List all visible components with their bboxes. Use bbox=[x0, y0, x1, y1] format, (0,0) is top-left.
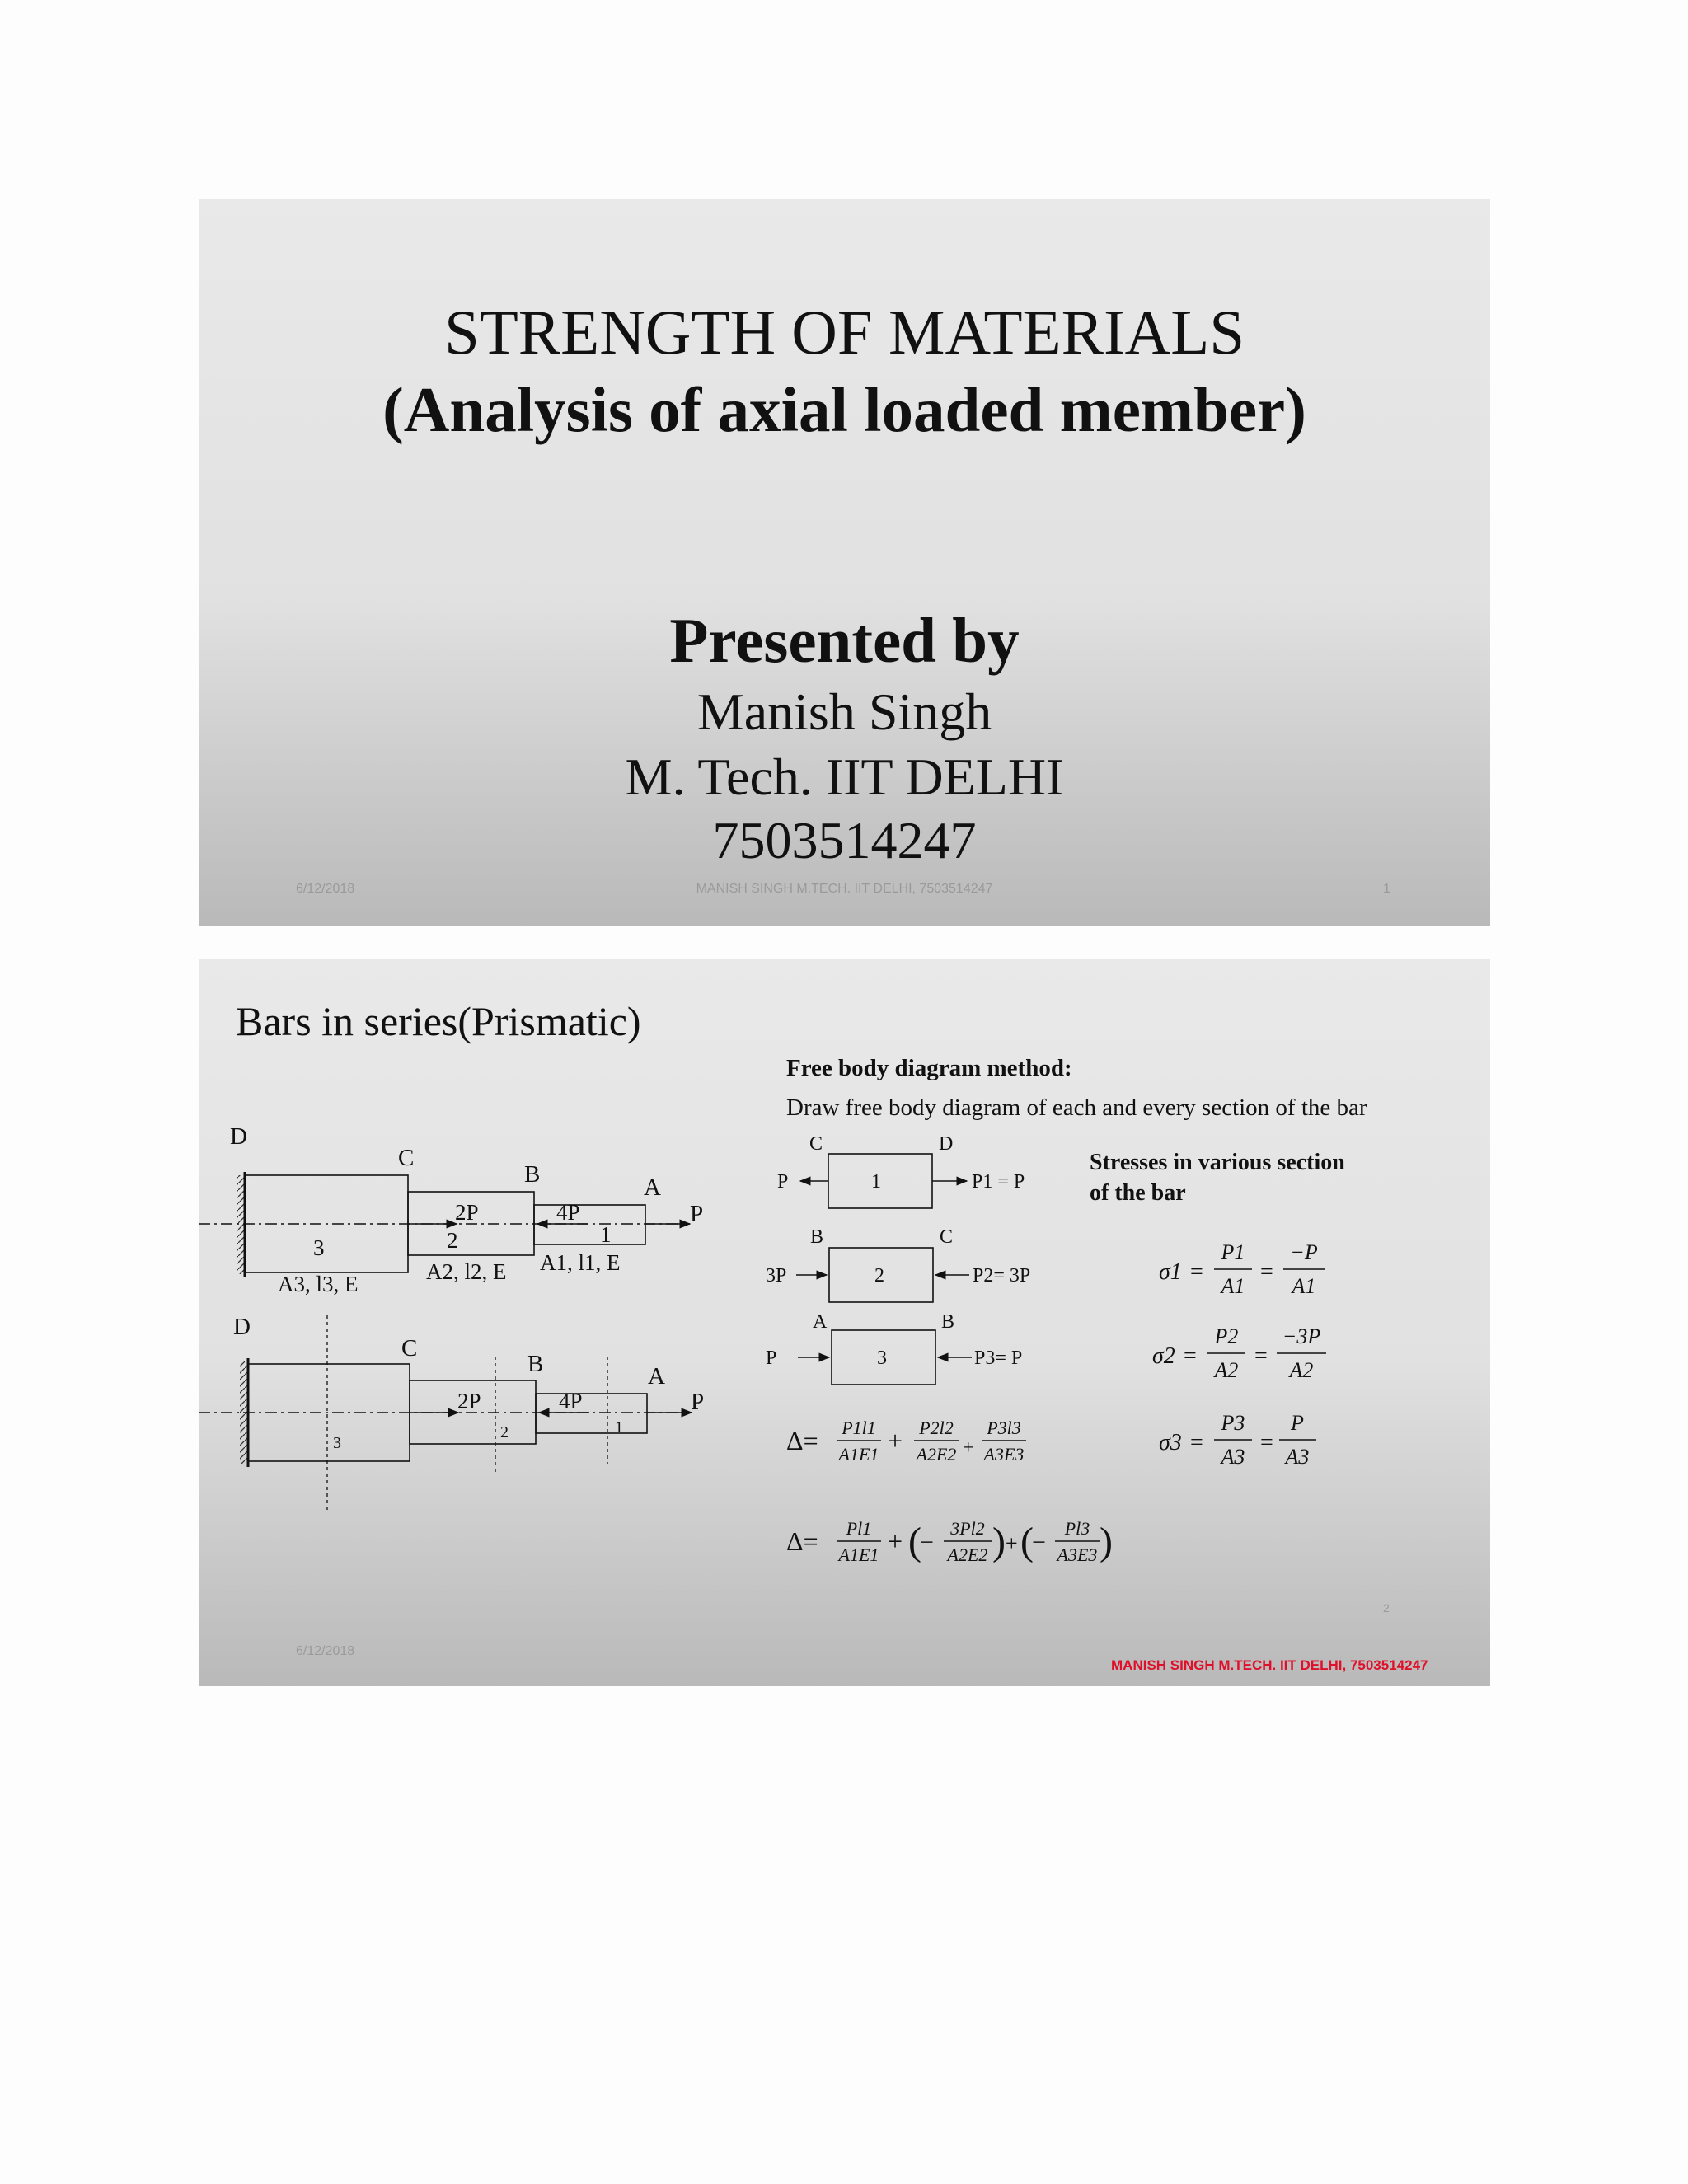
minus-sign: − bbox=[920, 1529, 934, 1556]
term-numerator: Pl1 bbox=[846, 1518, 872, 1539]
slide-page-number: 2 bbox=[1383, 1601, 1390, 1615]
fraction-denominator: A2 bbox=[1289, 1358, 1314, 1382]
segment-2-label: 2 bbox=[500, 1423, 509, 1441]
term-numerator: P1l1 bbox=[842, 1418, 876, 1438]
segment-2-label: 2 bbox=[447, 1228, 458, 1253]
slide-footer-date: 6/12/2018 bbox=[296, 882, 355, 896]
equals-sign: = bbox=[1260, 1259, 1273, 1285]
bar-section-1 bbox=[536, 1394, 647, 1433]
fbd-right-point: B bbox=[941, 1311, 955, 1333]
term-numerator: P3l3 bbox=[987, 1418, 1021, 1438]
delta-lhs: Δ= bbox=[786, 1426, 818, 1455]
sigma-symbol: σ2 bbox=[1152, 1343, 1175, 1369]
fbd-left-force: P bbox=[766, 1347, 777, 1369]
fraction-numerator: P bbox=[1291, 1411, 1304, 1435]
fbd-left-point: A bbox=[813, 1311, 828, 1333]
fbd-right-force: P3= P bbox=[974, 1347, 1023, 1369]
stress-equation-1 bbox=[1159, 1240, 1325, 1298]
fbd-instruction: Draw free body diagram of each and every section of the bar bbox=[786, 1094, 1367, 1121]
delta-lhs: Δ= bbox=[786, 1526, 818, 1556]
fraction-numerator: P3 bbox=[1221, 1411, 1245, 1435]
slide-footer-author: MANISH SINGH M.TECH. IIT DELHI, 7503514247 bbox=[1111, 1657, 1428, 1673]
fraction-denominator: A3 bbox=[1285, 1445, 1310, 1469]
term-denominator: A1E1 bbox=[838, 1444, 879, 1465]
stress-heading-line1: Stresses in various section bbox=[1090, 1150, 1345, 1175]
term-denominator: A2E2 bbox=[947, 1544, 988, 1565]
equals-sign: = bbox=[1190, 1259, 1203, 1285]
fraction-denominator: A3 bbox=[1221, 1445, 1245, 1469]
fbd-right-force: P2= 3P bbox=[973, 1265, 1031, 1286]
fbd-box-label: 3 bbox=[877, 1347, 887, 1369]
term-numerator: P2l2 bbox=[919, 1418, 954, 1438]
force-4p-label: 4P bbox=[556, 1200, 580, 1225]
section-3-props: A3, l3, E bbox=[278, 1272, 359, 1296]
term-denominator: A3E3 bbox=[983, 1444, 1025, 1465]
fraction-numerator: −P bbox=[1290, 1240, 1318, 1264]
open-paren: ( bbox=[1020, 1520, 1034, 1563]
force-2p-label: 2P bbox=[455, 1200, 479, 1225]
point-c: C bbox=[401, 1335, 418, 1361]
fraction-denominator: A1 bbox=[1292, 1274, 1316, 1298]
force-2p-label: 2P bbox=[457, 1389, 481, 1413]
section-2-props: A2, l2, E bbox=[426, 1259, 507, 1284]
fraction-numerator: P1 bbox=[1221, 1240, 1245, 1264]
plus-sign: + bbox=[963, 1437, 974, 1459]
force-4p-label: 4P bbox=[559, 1389, 583, 1413]
term-numerator: 3Pl2 bbox=[950, 1518, 985, 1539]
plus-sign: + bbox=[1006, 1531, 1018, 1555]
slide-title: Bars in series(Prismatic) bbox=[236, 998, 641, 1044]
slide-footer-date: 6/12/2018 bbox=[296, 1644, 355, 1658]
fbd-box-label: 1 bbox=[871, 1171, 881, 1193]
deformation-equation-1 bbox=[786, 1418, 1026, 1465]
slide-footer-author: MANISH SINGH M.TECH. IIT DELHI, 7503514247 bbox=[696, 882, 993, 896]
bar-diagram-2 bbox=[199, 1314, 704, 1513]
bar-diagram-1 bbox=[199, 1123, 703, 1296]
bar-section-1 bbox=[534, 1205, 645, 1244]
fbd-right-force: P1 = P bbox=[972, 1171, 1025, 1193]
fbd-row-3 bbox=[766, 1311, 1022, 1385]
slide-title: STRENGTH OF MATERIALS bbox=[443, 297, 1245, 368]
point-b: B bbox=[524, 1161, 541, 1188]
equals-sign: = bbox=[1190, 1430, 1203, 1455]
fbd-right-point: D bbox=[939, 1133, 954, 1155]
sigma-symbol: σ1 bbox=[1159, 1259, 1182, 1285]
point-d: D bbox=[230, 1123, 247, 1150]
fbd-left-point: B bbox=[810, 1226, 824, 1248]
term-numerator: Pl3 bbox=[1064, 1518, 1090, 1539]
presented-by-heading: Presented by bbox=[669, 605, 1020, 676]
point-a: A bbox=[644, 1174, 661, 1201]
fbd-row-1 bbox=[777, 1133, 1025, 1208]
point-c: C bbox=[398, 1145, 415, 1171]
slide-page-number: 1 bbox=[1383, 882, 1390, 896]
slide-subtitle: (Analysis of axial loaded member) bbox=[382, 374, 1306, 445]
stress-equation-2 bbox=[1152, 1324, 1326, 1382]
term-denominator: A3E3 bbox=[1057, 1544, 1098, 1565]
fbd-right-point: C bbox=[940, 1226, 954, 1248]
segment-3-label: 3 bbox=[313, 1235, 325, 1260]
load-p-label: P bbox=[690, 1201, 704, 1227]
stress-equation-3 bbox=[1159, 1411, 1316, 1469]
fraction-numerator: P2 bbox=[1214, 1324, 1239, 1348]
fbd-left-point: C bbox=[809, 1133, 823, 1155]
point-a: A bbox=[648, 1363, 665, 1390]
fbd-heading: Free body diagram method: bbox=[786, 1055, 1072, 1081]
fraction-numerator: −3P bbox=[1282, 1324, 1321, 1348]
close-paren: ) bbox=[992, 1520, 1006, 1563]
plus-sign: + bbox=[888, 1526, 903, 1556]
fraction-denominator: A1 bbox=[1221, 1274, 1245, 1298]
slide-diagrams bbox=[199, 959, 1490, 1686]
open-paren: ( bbox=[908, 1520, 921, 1563]
term-denominator: A1E1 bbox=[838, 1544, 879, 1565]
plus-sign: + bbox=[888, 1426, 903, 1455]
fraction-denominator: A2 bbox=[1214, 1358, 1239, 1382]
presenter-phone: 7503514247 bbox=[712, 811, 977, 869]
bars-in-series-slide bbox=[199, 959, 1490, 1686]
title-slide bbox=[199, 199, 1490, 926]
close-paren: ) bbox=[1100, 1520, 1113, 1563]
sigma-symbol: σ3 bbox=[1159, 1430, 1182, 1455]
presenter-name: Manish Singh bbox=[696, 682, 992, 741]
segment-3-label: 3 bbox=[333, 1434, 341, 1452]
deformation-equation-2 bbox=[786, 1518, 1113, 1565]
fbd-row-2 bbox=[766, 1226, 1030, 1302]
equals-sign: = bbox=[1184, 1343, 1197, 1369]
segment-1-label: 1 bbox=[600, 1222, 612, 1247]
equals-sign: = bbox=[1254, 1343, 1268, 1369]
section-1-props: A1, l1, E bbox=[540, 1250, 621, 1275]
point-d: D bbox=[233, 1314, 251, 1340]
point-b: B bbox=[528, 1351, 544, 1377]
fbd-left-force: 3P bbox=[766, 1265, 787, 1286]
fbd-box-label: 2 bbox=[874, 1265, 884, 1286]
minus-sign: − bbox=[1032, 1529, 1046, 1556]
fbd-left-force: P bbox=[777, 1171, 789, 1193]
equals-sign: = bbox=[1260, 1430, 1273, 1455]
stress-heading-line2: of the bar bbox=[1090, 1180, 1186, 1206]
presenter-institute: M. Tech. IIT DELHI bbox=[625, 748, 1064, 806]
load-p-label: P bbox=[691, 1389, 705, 1415]
segment-1-label: 1 bbox=[615, 1418, 623, 1436]
term-denominator: A2E2 bbox=[916, 1444, 957, 1465]
